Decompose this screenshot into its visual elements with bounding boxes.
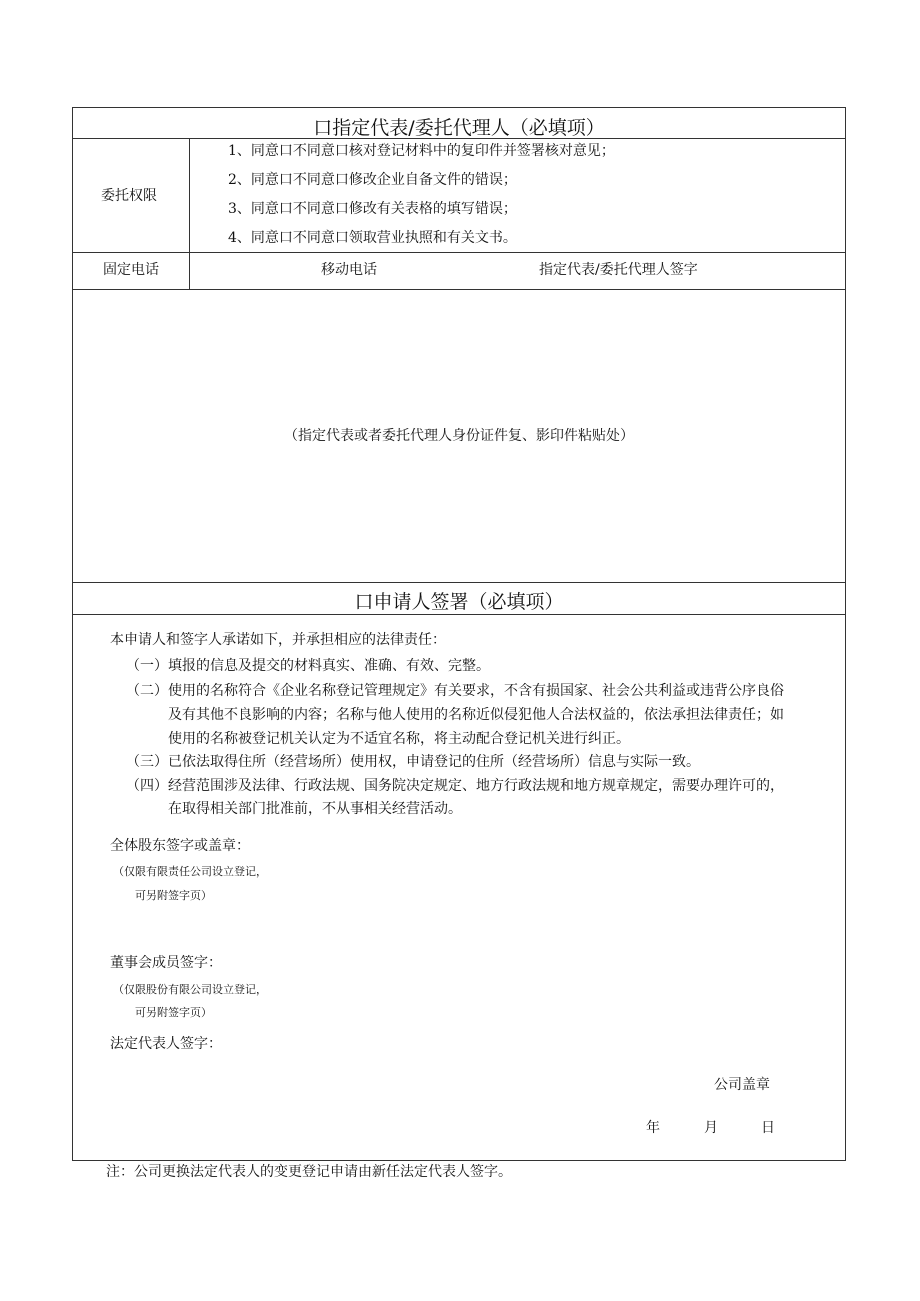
promise-4-line-1: （四）经营范围涉及法律、行政法规、国务院决定规定、地方行政法规和地方规章规定，需要办理许可的，	[126, 778, 784, 794]
authority-item-4[interactable]: 4、同意口不同意口领取营业执照和有关文书。	[228, 230, 517, 246]
date-day: 日	[761, 1120, 775, 1136]
promise-3: （三）已依法取得住所（经营场所）使用权，申请登记的住所（经营场所）信息与实际一致。	[126, 754, 700, 770]
divider	[73, 252, 845, 253]
divider	[73, 582, 845, 583]
promise-2-line-2: 及有其他不良影响的内容；名称与他人使用的名称近似侵犯他人合法权益的，依法承担法律责任；如	[168, 707, 784, 723]
shareholders-signature-label[interactable]: 全体股东签字或盖章：	[110, 838, 250, 854]
authority-item-2[interactable]: 2、同意口不同意口修改企业自备文件的错误；	[228, 172, 517, 188]
legal-rep-signature-label[interactable]: 法定代表人签字：	[110, 1036, 222, 1052]
section2-title: 口申请人签署（必填项）	[354, 591, 564, 613]
board-note-1: （仅限股份有限公司设立登记，	[113, 983, 267, 996]
divider	[73, 289, 845, 290]
footnote: 注：公司更换法定代表人的变更登记申请由新任法定代表人签字。	[106, 1164, 512, 1180]
promise-2-line-3: 使用的名称被登记机关认定为不适宜名称，将主动配合登记机关进行纠正。	[168, 731, 630, 747]
form-table	[72, 107, 846, 1161]
mobile-phone-label: 移动电话	[321, 262, 377, 278]
divider	[73, 614, 845, 615]
promise-4-line-2: 在取得相关部门批准前，不从事相关经营活动。	[168, 801, 462, 817]
signature-label: 指定代表/委托代理人签字	[539, 262, 698, 278]
board-note-2: 可另附签字页）	[135, 1006, 212, 1019]
shareholders-note-2: 可另附签字页）	[135, 889, 212, 902]
authority-item-3[interactable]: 3、同意口不同意口修改有关表格的填写错误；	[228, 201, 517, 217]
promise-2-line-1: （二）使用的名称符合《企业名称登记管理规定》有关要求，不含有损国家、社会公共利益或违背公序良俗	[126, 683, 784, 699]
promise-intro: 本申请人和签字人承诺如下，并承担相应的法律责任：	[110, 632, 446, 648]
authority-label: 委托权限	[101, 188, 157, 204]
board-signature-label[interactable]: 董事会成员签字：	[110, 955, 222, 971]
date-month: 月	[704, 1120, 718, 1136]
authority-item-1[interactable]: 1、同意口不同意口核对登记材料中的复印件并签署核对意见；	[228, 143, 615, 159]
section1-title: 口指定代表/委托代理人（必填项）	[313, 117, 605, 139]
promise-1: （一）填报的信息及提交的材料真实、准确、有效、完整。	[126, 658, 490, 674]
shareholders-note-1: （仅限有限责任公司设立登记，	[113, 865, 267, 878]
date-year: 年	[646, 1120, 660, 1136]
fixed-phone-label: 固定电话	[103, 262, 159, 278]
id-copy-area: （指定代表或者委托代理人身份证件复、影印件粘贴处）	[284, 428, 634, 444]
company-seal-label: 公司盖章	[714, 1077, 770, 1093]
column-divider	[189, 138, 190, 289]
